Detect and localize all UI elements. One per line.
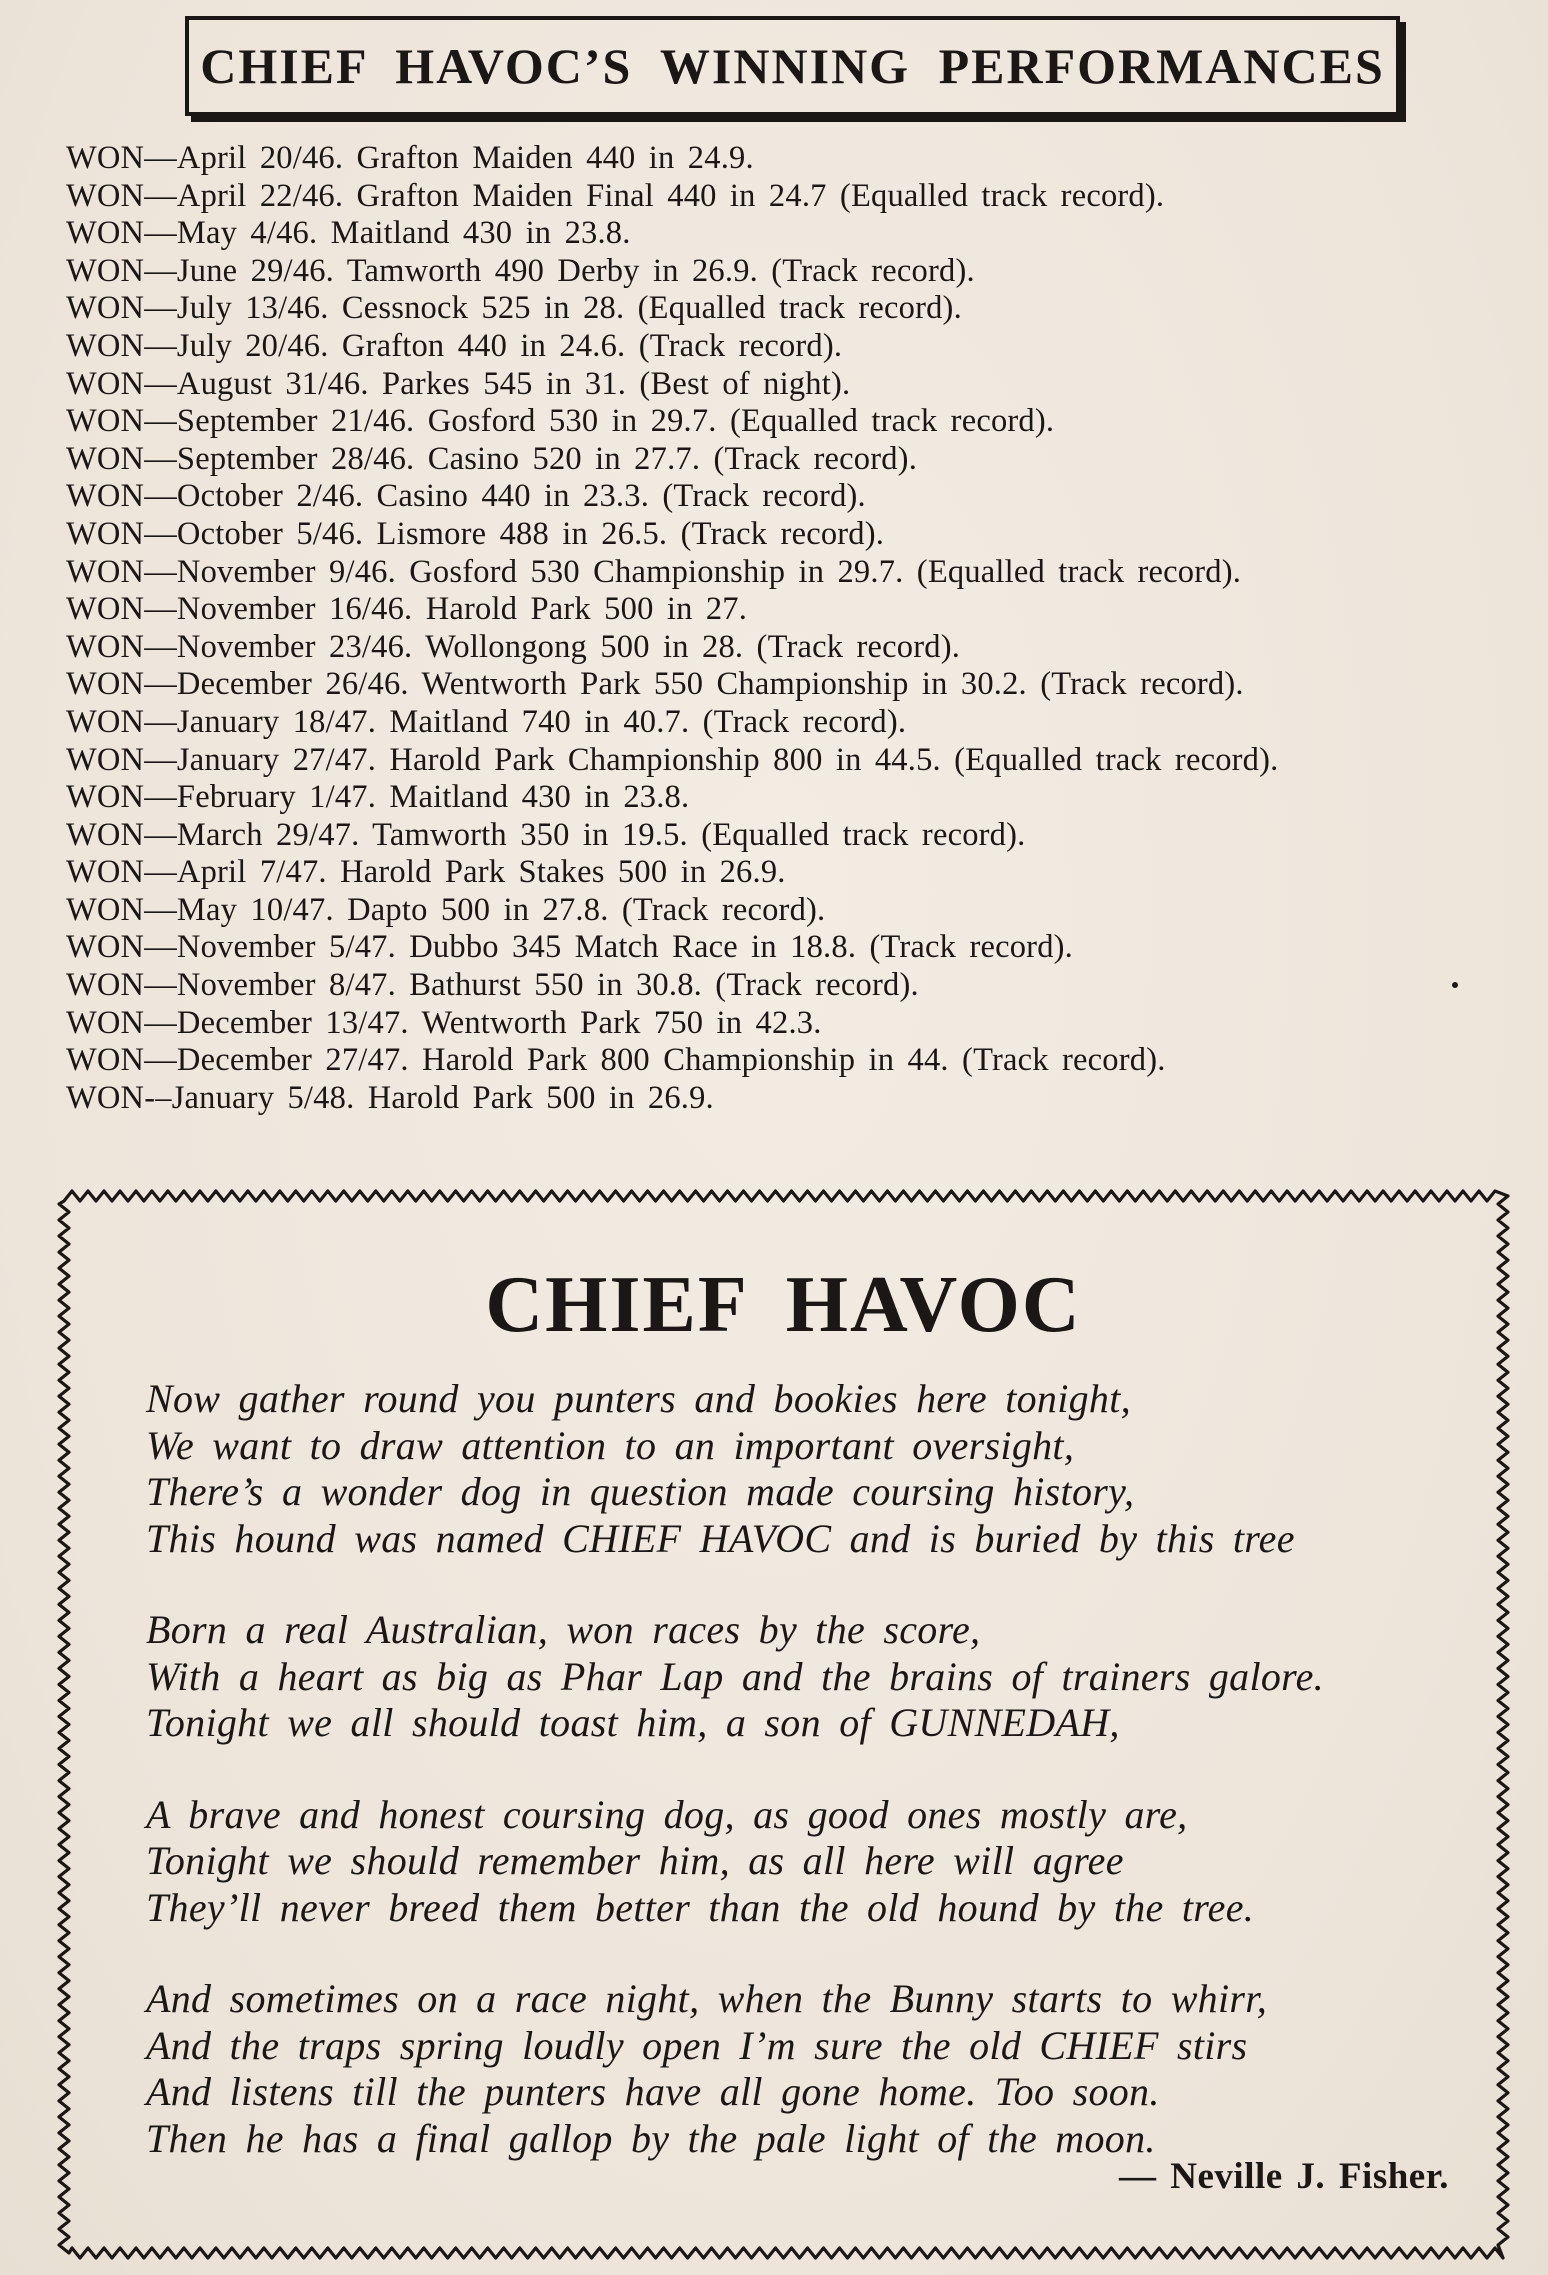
poem-stanzas (146, 1376, 1486, 2207)
poem-line: We want to draw attention to an important oversight, (146, 1422, 1075, 1468)
win-entry: WON—April 20/46. Grafton Maiden 440 in 24.9. (66, 140, 754, 176)
poem-line: And sometimes on a race night, when the Bunny starts to whirr, (146, 1976, 1267, 2021)
win-entry: WON—October 2/46. Casino 440 in 23.3. (Track record). (66, 478, 866, 515)
win-entry: WON—July 20/46. Grafton 440 in 24.6. (Track record). (66, 327, 843, 364)
win-entry: WON—November 9/46. Gosford 530 Championship in 29.7. (Equalled track record). (66, 553, 1242, 590)
header-box (185, 16, 1400, 116)
win-entry: WON—November 8/47. Bathurst 550 in 30.8. (Track record). (66, 967, 919, 1004)
win-entry: WON—November 16/46. Harold Park 500 in 27. (66, 591, 748, 628)
winning-performances-list (66, 140, 1506, 1117)
win-entry: WON—May 4/46. Maitland 430 in 23.8. (66, 215, 631, 252)
win-entry: WON—May 10/47. Dapto 500 in 27.8. (Track record). (66, 891, 826, 928)
win-entry: WON—April 7/47. Harold Park Stakes 500 in 26.9. (66, 854, 786, 891)
print-speck (1452, 982, 1458, 988)
win-entry: WON—November 5/47. Dubbo 345 Match Race in 18.8. (Track record). (66, 929, 1073, 966)
win-entry: WON—December 26/46. Wentworth Park 550 Championship in 30.2. (Track record). (66, 666, 1244, 703)
poem-line: There’s a wonder dog in question made coursing history, (146, 1469, 1135, 1514)
win-entry: WON—December 13/47. Wentworth Park 750 in 42.3. (66, 1004, 822, 1041)
poem-line: Now gather round you punters and bookies here tonight, (146, 1376, 1131, 1421)
win-entry: WON—November 23/46. Wollongong 500 in 28. (Track record). (66, 628, 961, 665)
win-entry: WON-–January 5/48. Harold Park 500 in 26.9. (66, 1079, 714, 1116)
poem-author: — Neville J. Fisher. (1119, 2156, 1449, 2197)
page-title: CHIEF HAVOC’S WINNING PERFORMANCES (200, 38, 1385, 94)
poem-box (56, 1188, 1511, 2261)
poem-line: Then he has a final gallop by the pale light of the moon. (146, 2115, 1156, 2161)
win-entry: WON—July 13/46. Cessnock 525 in 28. (Equalled track record). (66, 290, 962, 327)
win-entry: WON—October 5/46. Lismore 488 in 26.5. (Track record). (66, 515, 885, 552)
poem-stanza (146, 1607, 1486, 1747)
win-entry: WON—January 27/47. Harold Park Championship 800 in 44.5. (Equalled track record). (66, 741, 1279, 778)
poem-stanza (146, 1376, 1486, 1562)
poem-stanza (146, 1792, 1486, 1932)
poem-stanza (146, 1976, 1486, 2162)
poem-line: They’ll never breed them better than the old hound by the tree. (146, 1884, 1255, 1930)
win-entry: WON—April 22/46. Grafton Maiden Final 440 in 24.7 (Equalled track record). (66, 177, 1165, 214)
win-entry: WON—January 18/47. Maitland 740 in 40.7. (Track record). (66, 703, 907, 740)
win-entry: WON—December 27/47. Harold Park 800 Championship in 44. (Track record). (66, 1042, 1166, 1079)
poem-line: This hound was named CHIEF HAVOC and is buried by this tree (146, 1515, 1295, 1561)
win-entry: WON—March 29/47. Tamworth 350 in 19.5. (Equalled track record). (66, 816, 1026, 853)
win-entry: WON—September 21/46. Gosford 530 in 29.7. (Equalled track record). (66, 403, 1055, 440)
win-entry: WON—August 31/46. Parkes 545 in 31. (Best of night). (66, 365, 851, 402)
poem-title: CHIEF HAVOC (485, 1261, 1082, 1349)
poem-line: Tonight we all should toast him, a son of GUNNEDAH, (146, 1700, 1120, 1745)
poem-line: And listens till the punters have all gone home. Too soon. (146, 2069, 1160, 2114)
win-entry: WON—June 29/46. Tamworth 490 Derby in 26.9. (Track record). (66, 252, 975, 289)
poem-line: With a heart as big as Phar Lap and the brains of trainers galore. (146, 1653, 1324, 1699)
poem-line: Tonight we should remember him, as all here will agree (146, 1838, 1124, 1883)
poem-line: And the traps spring loudly open I’m sure the old CHIEF stirs (146, 2022, 1248, 2068)
win-entry: WON—February 1/47. Maitland 430 in 23.8. (66, 779, 690, 816)
poem-line: A brave and honest coursing dog, as good ones mostly are, (146, 1791, 1188, 1837)
win-entry: WON—September 28/46. Casino 520 in 27.7. (Track record). (66, 440, 918, 477)
poem-line: Born a real Australian, won races by the score, (146, 1607, 981, 1652)
